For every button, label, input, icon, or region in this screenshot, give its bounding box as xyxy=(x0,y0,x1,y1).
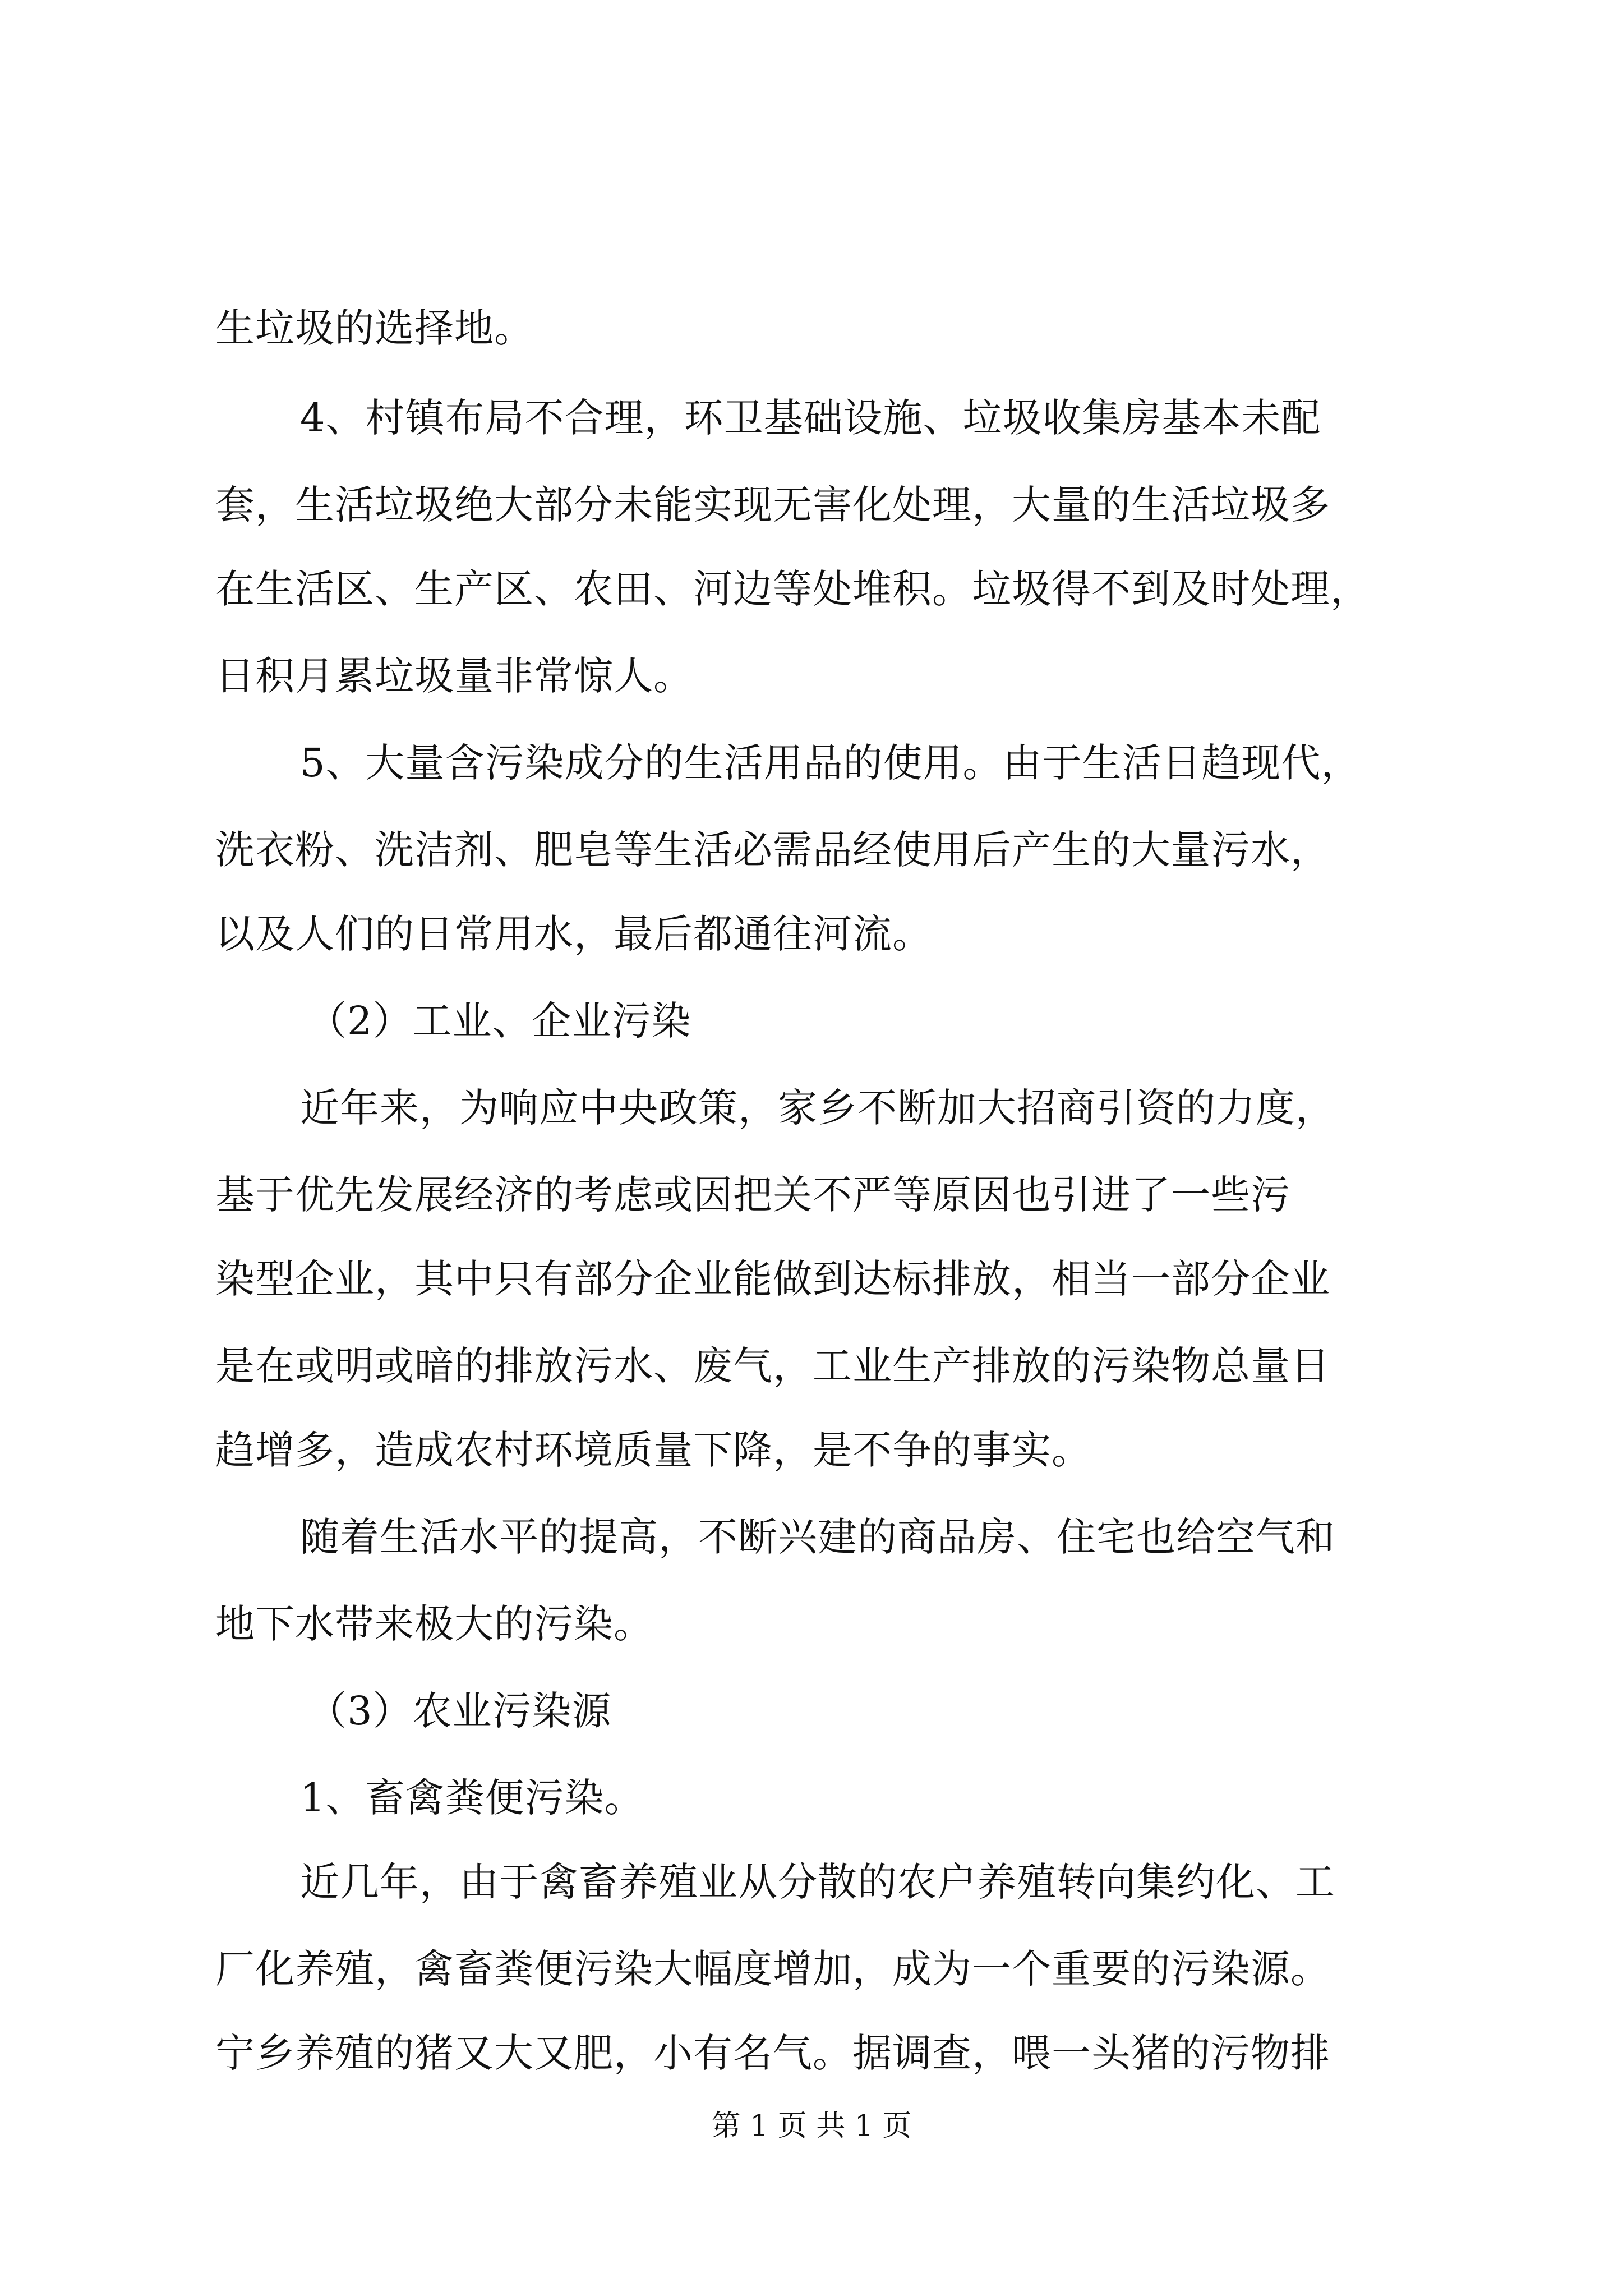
text-line: 近几年，由于禽畜养殖业从分散的农户养殖转向集约化、工 xyxy=(300,1859,1335,1905)
section-heading: （3）农业污染源 xyxy=(307,1688,612,1734)
text-line: 宁乡养殖的猪又大又肥，小有名气。据调查，喂一头猪的污物排 xyxy=(215,2030,1330,2076)
text-line: 在生活区、生产区、农田、河边等处堆积。垃圾得不到及时处理， xyxy=(215,566,1370,612)
text-line: 以及人们的日常用水，最后都通往河流。 xyxy=(215,911,932,957)
text-line: 5、大量含污染成分的生活用品的使用。由于生活日趋现代， xyxy=(300,740,1361,786)
page-footer: 第 1 页 共 1 页 xyxy=(711,2109,912,2143)
text-line: 日积月累垃圾量非常惊人。 xyxy=(215,653,693,699)
text-line: 地下水带来极大的污染。 xyxy=(215,1601,653,1647)
text-line: 套，生活垃圾绝大部分未能实现无害化处理，大量的生活垃圾多 xyxy=(215,482,1330,528)
text-line: 生垃圾的选择地。 xyxy=(215,305,534,351)
text-line: 4、村镇布局不合理，环卫基础设施、垃圾收集房基本未配 xyxy=(300,395,1321,441)
text-line: 厂化养殖，禽畜粪便污染大幅度增加，成为一个重要的污染源。 xyxy=(215,1946,1330,1992)
text-line: 是在或明或暗的排放污水、废气，工业生产排放的污染物总量日 xyxy=(215,1343,1330,1389)
text-line: 基于优先发展经济的考虑或因把关不严等原因也引进了一些污 xyxy=(215,1172,1290,1218)
text-line: 染型企业，其中只有部分企业能做到达标排放，相当一部分企业 xyxy=(215,1256,1330,1302)
section-heading: （2）工业、企业污染 xyxy=(307,998,691,1044)
text-line: 1、畜禽粪便污染。 xyxy=(300,1775,644,1821)
text-line: 随着生活水平的提高，不断兴建的商品房、住宅也给空气和 xyxy=(300,1514,1335,1560)
text-line: 趋增多，造成农村环境质量下降，是不争的事实。 xyxy=(215,1427,1091,1473)
text-line: 近年来，为响应中央政策，家乡不断加大招商引资的力度， xyxy=(300,1085,1335,1131)
text-line: 洗衣粉、洗洁剂、肥皂等生活必需品经使用后产生的大量污水， xyxy=(215,827,1330,873)
